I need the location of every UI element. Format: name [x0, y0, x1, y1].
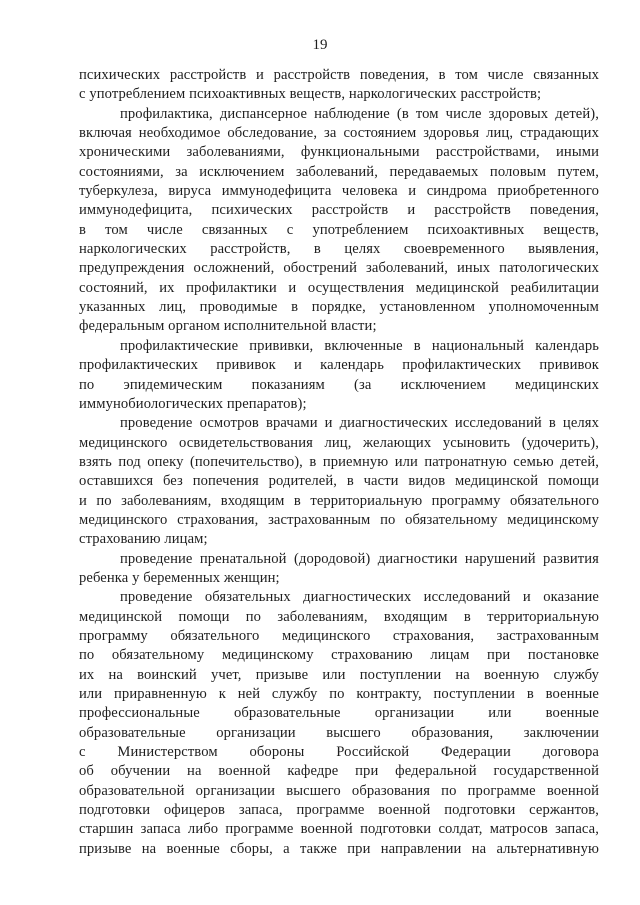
text-line: туберкулеза, вируса иммунодефицита человека и синдрома приобретенного: [79, 183, 599, 200]
document-body: [79, 66, 599, 859]
text-line: состояниями, за исключением заболеваний, передаваемых половым путем,: [79, 163, 599, 180]
text-line: страхованию лицам;: [79, 531, 208, 548]
text-line: взять под опеку (попечительство), в приемную или патронатную семью детей,: [79, 453, 599, 470]
page-number: 19: [312, 37, 328, 53]
text-line: проведение осмотров врачами и диагностических исследований в целях: [120, 415, 599, 432]
text-line: ребенка у беременных женщин;: [79, 569, 280, 586]
text-line: с употреблением психоактивных веществ, наркологических расстройств;: [79, 86, 542, 103]
text-line: по обязательному медицинскому страхованию лицам при постановке: [79, 647, 599, 664]
text-line: в том числе связанных с употреблением психоактивных веществ,: [79, 221, 599, 238]
text-line: медицинской помощи по заболеваниям, входящим в территориальную: [79, 608, 599, 625]
text-line: об обучении на военной кафедре при федеральной государственной: [79, 763, 599, 780]
text-line: профессиональные образовательные организации или военные: [79, 705, 599, 722]
text-line: предупреждения осложнений, обострений заболеваний, иных патологических: [79, 260, 599, 277]
text-line: их на воинский учет, призыве или поступлении на военную службу: [79, 666, 599, 683]
text-line: призыве на военные сборы, а также при направлении на альтернативную: [79, 840, 599, 857]
text-line: по эпидемическим показаниям (за исключением медицинских: [79, 376, 599, 393]
text-line: проведение пренатальной (дородовой) диагностики нарушений развития: [120, 550, 599, 567]
text-line: хроническими заболеваниями, функциональными расстройствами, иными: [79, 144, 599, 161]
text-line: иммунобиологических препаратов);: [79, 395, 307, 412]
text-line: профилактические прививки, включенные в национальный календарь: [120, 337, 599, 354]
text-line: образовательные организации высшего образования, заключении: [79, 724, 599, 741]
text-line: включая необходимое обследование, за состоянием здоровья лиц, страдающих: [79, 125, 599, 142]
text-line: и по заболеваниям, входящим в территориальную программу обязательного: [79, 492, 599, 509]
text-line: старшин запаса либо программе военной подготовки солдат, матросов запаса,: [79, 821, 599, 838]
text-line: проведение обязательных диагностических исследований и оказание: [120, 589, 599, 606]
text-line: образовательной организации высшего образования по программе военной: [79, 782, 599, 799]
text-line: программу обязательного медицинского страхования, застрахованным: [79, 627, 599, 644]
text-line: с Министерством обороны Российской Федерации договора: [79, 744, 599, 761]
text-line: профилактических прививок и календарь профилактических прививок: [79, 357, 599, 374]
text-line: федеральным органом исполнительной власти;: [79, 318, 377, 335]
text-line: или приравненную к ней службу по контракту, поступлении в военные: [79, 686, 599, 702]
text-line: указанных лиц, проводимые в порядке, установленном уполномоченным: [79, 299, 599, 316]
text-line: медицинского освидетельствования лиц, желающих усыновить (удочерить),: [79, 434, 599, 451]
text-line: медицинского страхования, застрахованным по обязательному медицинскому: [79, 511, 599, 528]
text-line: состояний, их профилактики и осуществления медицинской реабилитации: [79, 279, 599, 296]
text-line: психических расстройств и расстройств поведения, в том числе связанных: [79, 67, 599, 83]
text-line: иммунодефицита, психических расстройств и расстройств поведения,: [79, 202, 599, 219]
text-line: подготовки офицеров запаса, программе военной подготовки сержантов,: [79, 802, 599, 819]
text-line: наркологических расстройств, в целях своевременного выявления,: [79, 241, 599, 258]
text-line: профилактика, диспансерное наблюдение (в том числе здоровых детей),: [120, 105, 599, 122]
text-line: оставшихся без попечения родителей, в части видов медицинской помощи: [79, 473, 599, 490]
